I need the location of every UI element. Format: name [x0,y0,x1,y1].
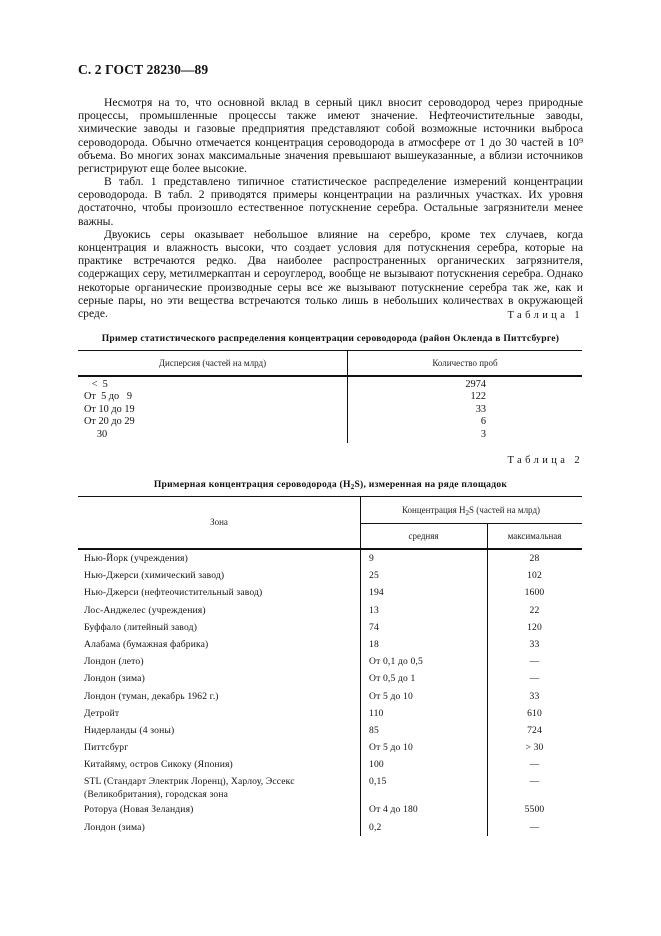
count-cell: 33 [475,403,486,415]
max-cell: — [529,656,540,668]
count-cell: 6 [480,416,486,428]
avg-cell: 110 [369,707,384,719]
max-cell: — [529,673,540,685]
table-row [78,416,582,428]
table1-caption: Пример статистического распределения концентрации сероводорода (район Окленда в Питтсбурге) [101,333,560,344]
table1-body [78,377,582,443]
table2-body [78,550,582,836]
count-cell: 2974 [465,379,486,390]
table-row [78,379,582,391]
avg-cell: От 0,5 до 1 [369,673,416,685]
max-cell: — [529,759,540,771]
zone-cell: Алабама (бумажная фабрика) [84,638,209,650]
avg-cell: 9 [369,553,374,564]
zone-cell: Буффало (литейный завод) [84,621,198,633]
table-row [78,404,582,416]
max-cell: 33 [529,690,540,702]
count-cell: 122 [470,391,486,403]
header-part: S (частей на млрд) [469,505,541,515]
table-row [78,636,582,653]
table-row [78,819,582,836]
avg-cell: 13 [369,604,379,616]
max-cell: 33 [529,638,540,650]
zone-cell: Питтсбург [84,742,129,754]
table-row [78,705,582,722]
max-cell: > 30 [525,742,544,754]
zone-cell: Роторуа (Новая Зеландия) [84,804,194,816]
zone-cell: Лондон (лето) [84,656,144,668]
max-cell: 610 [527,707,542,719]
zone-cell: Нью-Джерси (нефтеочистительный завод) [84,587,263,599]
dispersion-cell: < 5 [84,379,108,390]
zone-cell: Нью-Йорк (учреждения) [84,553,188,564]
max-cell: 102 [527,570,542,582]
table-row [78,688,582,705]
page-header: С. 2 ГОСТ 28230—89 [78,62,209,77]
table-row [78,801,582,818]
dispersion-cell: От 20 до 29 [84,416,135,428]
table-row [78,722,582,739]
header-subscript: 2 [465,509,470,517]
avg-cell: От 5 до 10 [369,690,413,702]
zone-cell: STL (Стандарт Электрик Лоренц), Харлоу, Эссекс (Великобритания), городская зона [84,776,295,800]
paragraph-tables-intro [78,175,583,320]
avg-cell: 25 [369,570,379,582]
table2-label: Таблица 2 [507,455,583,466]
paragraph-2: В табл. 1 представлено типичное статистическое распределение измерений концентрации сероводорода. В табл. 2 приводятся примеры концентрации на различных участках. Их уровня достаточно, чтобы произошло естественное потускнение серебра. Остальные загрязнители менее важны. [78,175,583,228]
table-row [78,567,582,584]
zone-cell: Лос-Анджелес (учреждения) [84,604,206,616]
zone-cell: Нью-Джерси (химический завод) [84,570,225,582]
table2-caption [78,479,583,491]
zone-cell: Нидерланды (4 зоны) [84,724,175,736]
table-row [78,429,582,441]
zone-cell: Китайяму, остров Сикоку (Япония) [84,759,233,771]
zone-cell: Лондон (туман, декабрь 1962 г.) [84,690,219,702]
caption-subscript: 2 [350,483,355,491]
max-cell: 22 [529,604,540,616]
max-cell: — [529,821,540,833]
table1-label: Таблица 1 [507,310,583,321]
dispersion-cell: От 5 до 9 [84,391,133,403]
avg-cell: 0,2 [369,821,382,833]
table1-header [78,350,582,377]
table-row [78,602,582,619]
table-row [78,550,582,567]
table2-header-avg: средняя [408,531,439,541]
header-part: Концентрация H [401,505,466,515]
dispersion-cell: От 10 до 19 [84,403,135,415]
avg-cell: 100 [369,759,384,771]
max-cell: 5500 [524,804,545,816]
count-cell: 3 [480,428,486,440]
max-cell: 724 [527,724,542,736]
table2-header-concentration [360,497,582,524]
avg-cell: 18 [369,638,379,650]
table-row [78,653,582,670]
paragraph-intro [78,96,583,175]
table-row [78,756,582,773]
caption-part: S), измеренная на ряде площадок [354,479,508,490]
max-cell: 28 [529,553,540,564]
caption-part: Примерная концентрация сероводорода (H [153,479,351,490]
avg-cell: 85 [369,724,379,736]
table2-header-zone: Зона [210,517,228,527]
table1-divider [347,351,348,375]
table2-header-max: максимальная [507,531,562,541]
table2 [78,496,582,836]
paragraph-1: Несмотря на то, что основной вклад в серный цикл вносит сероводород через природные процессы, промышленные процессы также имеют значение. Нефтеочистительные заводы, химические заводы и газовые предприятия представляют собой возможные источники выброса сероводорода. Обычно отмечается концентрация сероводорода в атмосфере от 1 до 30 частей в 10⁹ объема. Во многих зонах максимальные значения превышают вышеуказанные, а вблизи источников регистрируют еще более высокие. [78,96,583,176]
max-cell: 1600 [524,587,545,599]
max-cell: — [529,776,540,788]
table-row [78,584,582,601]
table1 [78,350,582,443]
zone-cell: Лондон (зима) [84,673,145,685]
table-row [78,391,582,403]
dispersion-cell: 30 [84,428,108,440]
avg-cell: 194 [369,587,384,599]
zone-cell: Лондон (зима) [84,821,145,833]
table-row [78,619,582,636]
max-cell: 120 [527,621,542,633]
avg-cell: От 0,1 до 0,5 [369,656,423,668]
paragraph-3: Двуокись серы оказывает небольшое влияние на серебро, кроме тех случаев, когда концентрация и влажность высоки, что создает условия для потускнения серебра, которые на практике встречаются редко. Два наиболее распространенных органических загрязнителя, содержащих серу, метилмеркаптан и сероуглерод, вообще не вызывают потускнения серебра. Однако некоторые органические производные серы все же вызывают потускнение серебра так же, как и серные пары, но эти вещества встречаются только лишь в небольших количествах в окружающей среде. [78,227,583,321]
table1-header-dispersion: Дисперсия (частей на млрд) [158,358,267,368]
table-row [78,670,582,687]
avg-cell: 74 [369,621,379,633]
table2-header [78,496,582,550]
avg-cell: От 4 до 180 [369,804,418,816]
table-row [78,739,582,756]
avg-cell: От 5 до 10 [369,742,413,754]
zone-cell: Детройт [84,707,120,719]
avg-cell: 0,15 [369,776,387,788]
table-row [78,773,582,801]
table1-header-count: Количество проб [432,358,498,368]
